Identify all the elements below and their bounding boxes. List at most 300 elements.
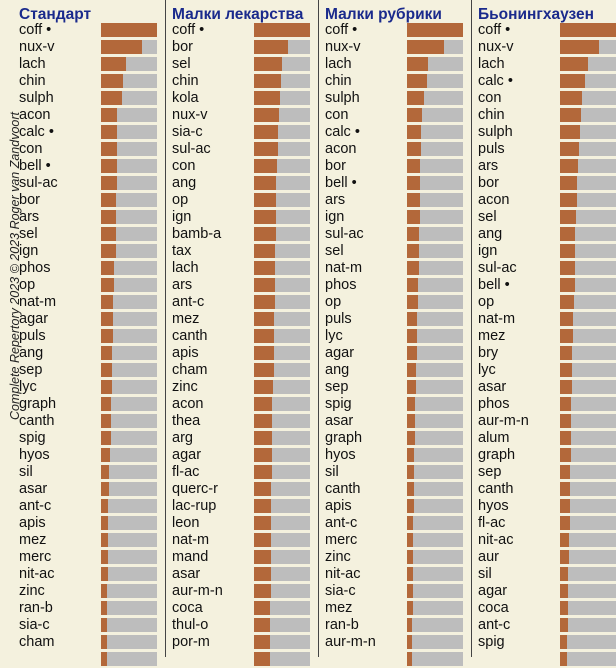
column-title[interactable]: Бьонингхаузен [478,6,594,23]
remedy-name[interactable]: lach [325,56,352,72]
remedy-name[interactable]: chin [172,73,199,89]
remedy-row[interactable] [478,39,558,56]
remedy-name[interactable]: phos [19,260,51,276]
remedy-name[interactable]: ang [19,345,44,361]
remedy-name[interactable]: calc • [325,124,360,140]
remedy-row[interactable] [325,22,471,39]
remedy-row[interactable] [19,73,165,90]
remedy-name[interactable]: sil [325,464,339,480]
remedy-name[interactable]: spig [19,430,46,446]
remedy-name[interactable]: coff • [172,22,205,38]
remedy-row[interactable] [325,124,471,141]
remedy-row[interactable] [172,328,318,345]
remedy-row[interactable] [19,107,165,124]
remedy-row[interactable] [19,651,165,668]
remedy-row[interactable] [172,175,318,192]
remedy-name[interactable]: sel [172,56,191,72]
remedy-name[interactable]: bell • [478,277,510,293]
remedy-row[interactable] [478,549,558,566]
remedy-row[interactable] [19,22,165,39]
remedy-row[interactable] [172,192,318,209]
remedy-row[interactable] [478,311,558,328]
remedy-row[interactable] [19,192,165,209]
remedy-row[interactable] [172,515,318,532]
remedy-row[interactable] [172,464,318,481]
remedy-row[interactable] [19,396,165,413]
remedy-name[interactable]: bamb-a [172,226,222,242]
remedy-name[interactable]: asar [478,379,507,395]
remedy-row[interactable] [19,243,165,260]
remedy-name[interactable]: ant-c [172,294,205,310]
remedy-row[interactable] [325,90,471,107]
remedy-row[interactable] [325,294,471,311]
remedy-name[interactable]: bry [478,345,499,361]
remedy-name[interactable]: apis [325,498,352,514]
remedy-name[interactable]: chin [19,73,46,89]
remedy-name[interactable]: por-m [172,634,210,650]
remedy-name[interactable]: op [325,294,342,310]
remedy-row[interactable] [172,107,318,124]
remedy-name[interactable]: sep [325,379,349,395]
remedy-name[interactable]: phos [478,396,510,412]
remedy-row[interactable] [172,617,318,634]
remedy-name[interactable]: asar [19,481,48,497]
remedy-row[interactable] [19,549,165,566]
remedy-name[interactable]: con [325,107,349,123]
remedy-name[interactable]: ang [172,175,197,191]
remedy-name[interactable]: sil [478,566,492,582]
remedy-name[interactable]: bor [19,192,40,208]
remedy-row[interactable] [19,430,165,447]
remedy-row[interactable] [478,277,558,294]
remedy-row[interactable] [478,447,558,464]
remedy-row[interactable] [19,617,165,634]
remedy-row[interactable] [478,532,558,549]
remedy-name[interactable]: merc [19,549,52,565]
remedy-name[interactable]: fl-ac [172,464,200,480]
remedy-name[interactable]: zinc [325,549,351,565]
remedy-name[interactable]: sia-c [172,124,203,140]
remedy-row[interactable] [325,396,471,413]
remedy-row[interactable] [19,566,165,583]
remedy-name[interactable]: agar [172,447,202,463]
remedy-row[interactable] [19,583,165,600]
remedy-name[interactable]: sep [19,362,43,378]
remedy-row[interactable] [19,90,165,107]
remedy-row[interactable] [325,277,471,294]
remedy-name[interactable]: cham [172,362,208,378]
remedy-row[interactable] [478,56,558,73]
remedy-row[interactable] [172,209,318,226]
remedy-row[interactable] [19,515,165,532]
remedy-row[interactable] [172,124,318,141]
remedy-row[interactable] [172,634,318,651]
remedy-name[interactable]: sia-c [325,583,356,599]
remedy-name[interactable]: graph [325,430,363,446]
remedy-row[interactable] [19,56,165,73]
remedy-name[interactable]: ars [172,277,193,293]
remedy-name[interactable]: coff • [478,22,511,38]
remedy-name[interactable]: leon [172,515,200,531]
remedy-name[interactable]: mez [325,600,353,616]
remedy-row[interactable] [478,379,558,396]
remedy-row[interactable] [172,90,318,107]
remedy-name[interactable]: ars [325,192,346,208]
remedy-name[interactable]: querc-r [172,481,218,497]
remedy-name[interactable]: ars [478,158,499,174]
remedy-name[interactable]: lach [478,56,505,72]
remedy-name[interactable]: sulph [19,90,54,106]
remedy-name[interactable]: hyos [325,447,356,463]
remedy-row[interactable] [325,566,471,583]
remedy-row[interactable] [172,158,318,175]
remedy-name[interactable]: chin [325,73,352,89]
remedy-row[interactable] [325,634,471,651]
remedy-row[interactable] [172,277,318,294]
remedy-name[interactable]: con [478,90,502,106]
remedy-row[interactable] [325,39,471,56]
remedy-name[interactable]: acon [325,141,357,157]
remedy-row[interactable] [478,141,558,158]
remedy-name[interactable]: bor [478,175,499,191]
remedy-row[interactable] [19,39,165,56]
remedy-row[interactable] [325,583,471,600]
remedy-name[interactable]: ign [325,209,345,225]
remedy-row[interactable] [172,566,318,583]
remedy-row[interactable] [325,175,471,192]
remedy-name[interactable]: ign [172,209,192,225]
column-title[interactable]: Стандарт [19,6,92,23]
remedy-row[interactable] [172,651,318,668]
remedy-row[interactable] [325,498,471,515]
remedy-row[interactable] [325,73,471,90]
remedy-row[interactable] [325,532,471,549]
remedy-row[interactable] [172,600,318,617]
remedy-name[interactable]: cham [19,634,55,650]
remedy-name[interactable]: phos [325,277,357,293]
remedy-name[interactable]: spig [325,396,352,412]
remedy-row[interactable] [478,22,558,39]
remedy-row[interactable] [325,209,471,226]
remedy-name[interactable]: puls [478,141,505,157]
remedy-name[interactable]: ign [19,243,39,259]
remedy-name[interactable]: sia-c [19,617,50,633]
remedy-name[interactable]: aur [478,549,499,565]
remedy-name[interactable]: lach [19,56,46,72]
remedy-row[interactable] [325,447,471,464]
remedy-row[interactable] [172,56,318,73]
remedy-row[interactable] [325,226,471,243]
remedy-name[interactable]: ant-c [478,617,511,633]
remedy-row[interactable] [478,396,558,413]
remedy-row[interactable] [172,22,318,39]
remedy-row[interactable] [172,362,318,379]
remedy-row[interactable] [19,447,165,464]
remedy-name[interactable]: spig [478,634,505,650]
remedy-row[interactable] [172,413,318,430]
remedy-name[interactable]: bor [172,39,193,55]
remedy-row[interactable] [325,345,471,362]
remedy-row[interactable] [478,583,558,600]
remedy-name[interactable]: mez [172,311,200,327]
remedy-row[interactable] [325,430,471,447]
remedy-row[interactable] [19,379,165,396]
remedy-name[interactable]: thul-o [172,617,209,633]
remedy-name[interactable]: agar [325,345,355,361]
remedy-name[interactable]: coff • [19,22,52,38]
remedy-row[interactable] [478,175,558,192]
remedy-name[interactable]: ars [19,209,40,225]
remedy-row[interactable] [172,447,318,464]
remedy-row[interactable] [325,481,471,498]
remedy-name[interactable]: sul-ac [325,226,364,242]
remedy-name[interactable]: sep [478,464,502,480]
remedy-row[interactable] [172,549,318,566]
remedy-name[interactable]: alum [478,430,510,446]
remedy-row[interactable] [325,260,471,277]
remedy-name[interactable]: arg [172,430,193,446]
remedy-name[interactable]: aur-m-n [172,583,223,599]
remedy-name[interactable]: con [172,158,196,174]
remedy-row[interactable] [172,396,318,413]
column-title[interactable]: Малки рубрики [325,6,442,23]
remedy-row[interactable] [325,311,471,328]
remedy-row[interactable] [478,413,558,430]
remedy-row[interactable] [172,39,318,56]
remedy-row[interactable] [478,90,558,107]
remedy-name[interactable]: zinc [19,583,45,599]
remedy-name[interactable]: mand [172,549,209,565]
remedy-row[interactable] [19,294,165,311]
remedy-name[interactable]: thea [172,413,201,429]
remedy-name[interactable]: nat-m [325,260,363,276]
remedy-row[interactable] [478,226,558,243]
remedy-name[interactable]: sul-ac [478,260,517,276]
remedy-row[interactable] [172,379,318,396]
remedy-row[interactable] [19,141,165,158]
remedy-row[interactable] [478,243,558,260]
remedy-row[interactable] [325,651,471,668]
remedy-row[interactable] [478,345,558,362]
remedy-name[interactable]: nat-m [172,532,210,548]
remedy-name[interactable]: mez [478,328,506,344]
remedy-name[interactable]: hyos [478,498,509,514]
remedy-name[interactable]: bor [325,158,346,174]
remedy-row[interactable] [325,243,471,260]
remedy-name[interactable]: lyc [19,379,37,395]
remedy-row[interactable] [325,379,471,396]
remedy-row[interactable] [19,481,165,498]
remedy-name[interactable]: asar [172,566,201,582]
remedy-row[interactable] [19,532,165,549]
remedy-name[interactable]: nit-ac [325,566,361,582]
remedy-row[interactable] [19,175,165,192]
remedy-row[interactable] [172,583,318,600]
remedy-row[interactable] [478,600,558,617]
remedy-name[interactable]: puls [19,328,46,344]
remedy-name[interactable]: sulph [325,90,360,106]
remedy-name[interactable]: mez [19,532,47,548]
remedy-name[interactable]: sil [19,464,33,480]
remedy-row[interactable] [325,362,471,379]
remedy-name[interactable]: ran-b [19,600,53,616]
remedy-row[interactable] [325,464,471,481]
remedy-row[interactable] [172,294,318,311]
remedy-row[interactable] [478,362,558,379]
remedy-row[interactable] [172,311,318,328]
remedy-name[interactable]: nat-m [19,294,57,310]
remedy-name[interactable]: aur-m-n [478,413,529,429]
remedy-row[interactable] [172,243,318,260]
remedy-row[interactable] [19,124,165,141]
remedy-row[interactable] [172,73,318,90]
remedy-name[interactable]: nit-ac [478,532,514,548]
remedy-name[interactable]: sulph [478,124,513,140]
remedy-row[interactable] [478,192,558,209]
remedy-name[interactable]: graph [478,447,516,463]
remedy-row[interactable] [19,600,165,617]
remedy-name[interactable]: lyc [478,362,496,378]
remedy-name[interactable]: acon [19,107,51,123]
remedy-row[interactable] [325,158,471,175]
remedy-row[interactable] [478,209,558,226]
remedy-name[interactable]: tax [172,243,192,259]
remedy-row[interactable] [325,600,471,617]
remedy-row[interactable] [325,141,471,158]
remedy-row[interactable] [478,294,558,311]
remedy-row[interactable] [478,124,558,141]
remedy-name[interactable]: bell • [325,175,357,191]
remedy-row[interactable] [478,328,558,345]
remedy-row[interactable] [325,549,471,566]
remedy-name[interactable]: canth [325,481,361,497]
remedy-row[interactable] [325,413,471,430]
remedy-row[interactable] [172,226,318,243]
remedy-name[interactable]: nit-ac [19,566,55,582]
remedy-name[interactable]: nux-v [19,39,55,55]
remedy-row[interactable] [478,617,558,634]
remedy-name[interactable]: puls [325,311,352,327]
remedy-row[interactable] [172,498,318,515]
remedy-row[interactable] [478,498,558,515]
remedy-row[interactable] [19,634,165,651]
remedy-row[interactable] [19,498,165,515]
remedy-name[interactable]: coff • [325,22,358,38]
remedy-name[interactable]: op [19,277,36,293]
remedy-row[interactable] [19,362,165,379]
remedy-name[interactable]: kola [172,90,199,106]
remedy-row[interactable] [19,260,165,277]
remedy-name[interactable]: chin [478,107,505,123]
remedy-name[interactable]: lyc [325,328,343,344]
remedy-name[interactable]: aur-m-n [325,634,376,650]
remedy-row[interactable] [19,345,165,362]
remedy-name[interactable]: fl-ac [478,515,506,531]
remedy-row[interactable] [478,481,558,498]
remedy-name[interactable]: lac-rup [172,498,217,514]
remedy-row[interactable] [325,192,471,209]
remedy-row[interactable] [478,158,558,175]
remedy-row[interactable] [478,464,558,481]
remedy-row[interactable] [325,56,471,73]
remedy-name[interactable]: apis [19,515,46,531]
remedy-row[interactable] [19,413,165,430]
remedy-name[interactable]: ang [325,362,350,378]
remedy-row[interactable] [19,226,165,243]
remedy-row[interactable] [478,634,558,651]
remedy-name[interactable]: acon [478,192,510,208]
remedy-name[interactable]: sul-ac [172,141,211,157]
remedy-name[interactable]: coca [478,600,509,616]
remedy-name[interactable]: sel [325,243,344,259]
remedy-name[interactable]: merc [325,532,358,548]
remedy-row[interactable] [478,566,558,583]
remedy-row[interactable] [478,430,558,447]
remedy-row[interactable] [172,481,318,498]
remedy-name[interactable]: op [172,192,189,208]
remedy-row[interactable] [325,617,471,634]
remedy-row[interactable] [172,260,318,277]
remedy-name[interactable]: asar [325,413,354,429]
remedy-row[interactable] [172,532,318,549]
remedy-row[interactable] [19,328,165,345]
remedy-name[interactable]: op [478,294,495,310]
remedy-name[interactable]: acon [172,396,204,412]
remedy-name[interactable]: ang [478,226,503,242]
remedy-name[interactable]: lach [172,260,199,276]
remedy-row[interactable] [325,107,471,124]
remedy-name[interactable]: graph [19,396,57,412]
remedy-name[interactable]: agar [19,311,49,327]
remedy-name[interactable]: agar [478,583,508,599]
remedy-name[interactable]: canth [172,328,208,344]
remedy-name[interactable]: bell • [19,158,51,174]
remedy-name[interactable]: coca [172,600,203,616]
remedy-name[interactable]: calc • [19,124,54,140]
remedy-name[interactable]: apis [172,345,199,361]
remedy-name[interactable]: ant-c [325,515,358,531]
remedy-name[interactable]: con [19,141,43,157]
remedy-row[interactable] [19,277,165,294]
remedy-row[interactable] [19,464,165,481]
column-title[interactable]: Малки лекарства [172,6,304,23]
remedy-row[interactable] [19,158,165,175]
remedy-name[interactable]: sel [478,209,497,225]
remedy-row[interactable] [172,141,318,158]
remedy-row[interactable] [325,328,471,345]
remedy-row[interactable] [478,260,558,277]
remedy-row[interactable] [19,209,165,226]
remedy-name[interactable]: hyos [19,447,50,463]
remedy-name[interactable]: canth [478,481,514,497]
remedy-row[interactable] [478,73,558,90]
remedy-name[interactable]: nux-v [478,39,514,55]
remedy-row[interactable] [478,107,558,124]
remedy-name[interactable]: canth [19,413,55,429]
remedy-row[interactable] [19,311,165,328]
remedy-row[interactable] [478,651,558,668]
remedy-name[interactable]: sul-ac [19,175,58,191]
remedy-name[interactable]: nux-v [172,107,208,123]
remedy-name[interactable]: zinc [172,379,198,395]
remedy-name[interactable]: ign [478,243,498,259]
remedy-name[interactable]: ant-c [19,498,52,514]
remedy-row[interactable] [325,515,471,532]
remedy-name[interactable]: sel [19,226,38,242]
remedy-row[interactable] [478,515,558,532]
remedy-name[interactable]: calc • [478,73,513,89]
remedy-row[interactable] [172,430,318,447]
